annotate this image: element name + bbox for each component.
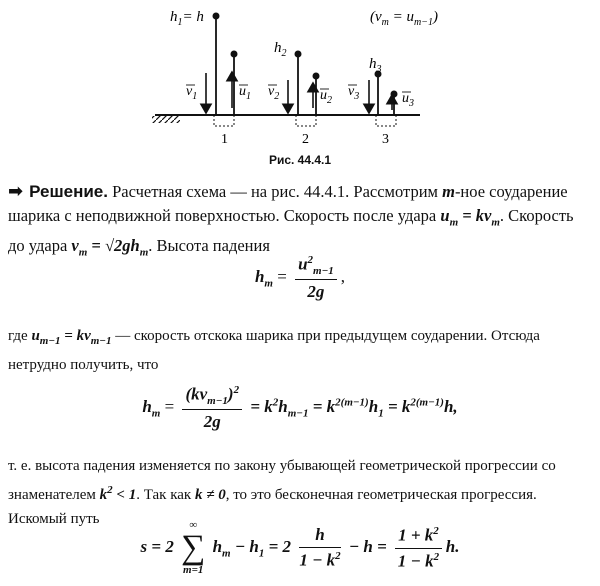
solution-paragraph-3: т. е. высота падения изменяется по закону убывающей геометрической прогрессии со знаменателем $k^2 < 1$. Так как k ≠ 0, то это бесконечная геометрическая прогрессия. Искомый путь bbox=[8, 458, 556, 527]
label-v3: $v_3$ bbox=[348, 84, 360, 102]
figure-caption: Рис. 44.4.1 bbox=[268, 153, 332, 167]
label-condition: $(v_m = u_{m-1})$ bbox=[370, 9, 438, 28]
impact-zone-3 bbox=[376, 115, 396, 126]
label-u2: $u_2$ bbox=[320, 88, 332, 106]
ball-drop-1 bbox=[213, 13, 220, 116]
label-n3: 3 bbox=[382, 132, 389, 147]
impact-zone-2 bbox=[296, 115, 316, 126]
ground bbox=[152, 115, 420, 123]
equation-3: s = 2 ∞ ∑ m=1 $h_m - h_1 = 2$ $\frac{h}{1 - k^2}$ − h = $\frac{1 + k^2}{1 - k^2}$ h. bbox=[140, 519, 460, 576]
label-v2: $v_2$ bbox=[268, 84, 280, 102]
solution-label: Решение. bbox=[29, 182, 108, 201]
label-h3: $h_3$ bbox=[369, 56, 382, 75]
solution-paragraph-1: ➡ Решение. Расчетная схема — на рис. 44.4.1. Рассмотрим m-ное соударение шарика с неподвижной поверхностью. Скорость после удара $u_m = kv_m$. Скорость до удара $v_m = √2gh_m$. Высота падения bbox=[8, 181, 574, 259]
label-n1: 1 bbox=[221, 132, 228, 147]
label-v1: $v_1$ bbox=[186, 84, 198, 102]
equation-2: $h_m$ = $\frac{(kv_{m-1})^2}{2g}$ = $k^2h_{m-1} = k^{2(m-1)}h_1 = k^{2(m-1)}h$, bbox=[142, 384, 458, 432]
arrow-right-icon: ➡ bbox=[8, 181, 24, 202]
ball-drop-3 bbox=[375, 71, 382, 116]
label-h1: $h_1= h$ bbox=[170, 9, 204, 28]
figure-44-4-1 bbox=[0, 0, 600, 150]
label-u1: $u_1$ bbox=[239, 84, 251, 102]
label-n2: 2 bbox=[302, 132, 309, 147]
impact-zone-1 bbox=[214, 115, 234, 126]
label-u3: $u_3$ bbox=[402, 91, 414, 109]
ball-drop-2 bbox=[295, 51, 302, 116]
solution-paragraph-2: где $u_{m-1} = kv_{m-1}$ — скорость отскока шарика при предыдущем соударении. Отсюда нетрудно получить, что bbox=[8, 328, 540, 373]
label-h2: $h_2$ bbox=[274, 40, 287, 59]
sum-symbol: ∞ ∑ m=1 bbox=[181, 519, 206, 576]
equation-1: $h_m$ = $\frac{u^2_{m-1}}{2g}$ , bbox=[254, 254, 346, 302]
